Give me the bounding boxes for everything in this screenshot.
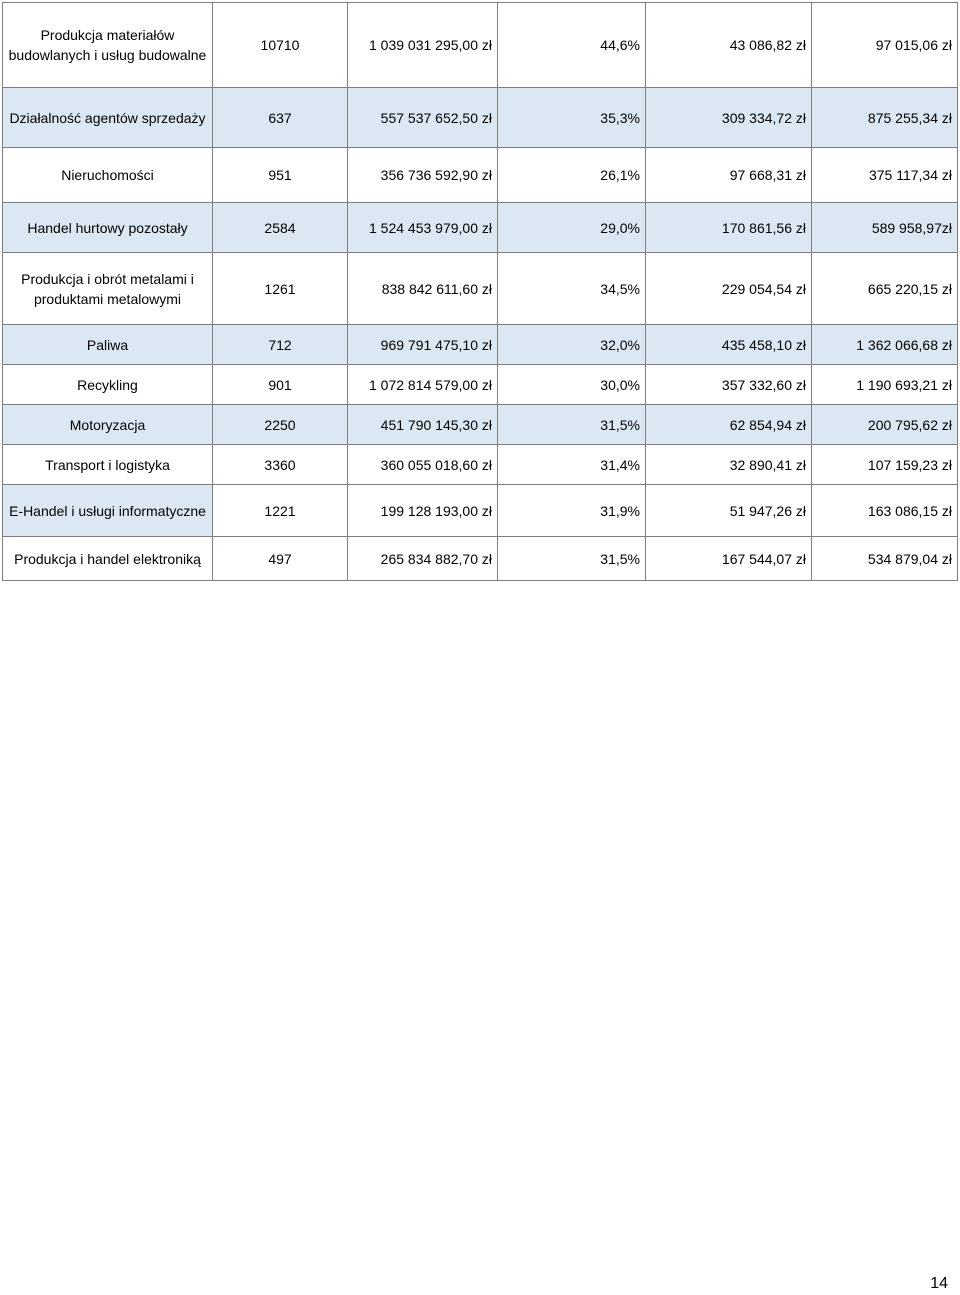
row-count: 10710 xyxy=(213,3,348,88)
table-row xyxy=(3,253,958,325)
row-count: 712 xyxy=(213,325,348,365)
row-average-2: 1 362 066,68 zł xyxy=(812,325,958,365)
row-count: 1261 xyxy=(213,253,348,325)
row-count: 2250 xyxy=(213,405,348,445)
row-percent: 32,0% xyxy=(498,325,646,365)
row-average-1: 170 861,56 zł xyxy=(646,203,812,253)
row-percent: 31,5% xyxy=(498,537,646,581)
row-category: Motoryzacja xyxy=(3,405,213,445)
row-average-2: 589 958,97zł xyxy=(812,203,958,253)
row-amount: 557 537 652,50 zł xyxy=(348,88,498,148)
row-average-2: 665 220,15 zł xyxy=(812,253,958,325)
row-amount: 451 790 145,30 zł xyxy=(348,405,498,445)
page-number: 14 xyxy=(930,1275,948,1292)
row-count: 1221 xyxy=(213,485,348,537)
row-category: Działalność agentów sprzedaży xyxy=(3,88,213,148)
row-average-1: 357 332,60 zł xyxy=(646,365,812,405)
row-count: 637 xyxy=(213,88,348,148)
row-average-1: 435 458,10 zł xyxy=(646,325,812,365)
table-row xyxy=(3,485,958,537)
row-percent: 29,0% xyxy=(498,203,646,253)
row-amount: 356 736 592,90 zł xyxy=(348,148,498,203)
row-average-1: 43 086,82 zł xyxy=(646,3,812,88)
row-amount: 265 834 882,70 zł xyxy=(348,537,498,581)
row-average-2: 1 190 693,21 zł xyxy=(812,365,958,405)
row-average-2: 163 086,15 zł xyxy=(812,485,958,537)
row-percent: 35,3% xyxy=(498,88,646,148)
table-row xyxy=(3,3,958,88)
row-average-2: 107 159,23 zł xyxy=(812,445,958,485)
row-average-1: 62 854,94 zł xyxy=(646,405,812,445)
row-category: Transport i logistyka xyxy=(3,445,213,485)
row-amount: 969 791 475,10 zł xyxy=(348,325,498,365)
row-average-2: 534 879,04 zł xyxy=(812,537,958,581)
row-count: 2584 xyxy=(213,203,348,253)
row-average-1: 32 890,41 zł xyxy=(646,445,812,485)
row-average-1: 97 668,31 zł xyxy=(646,148,812,203)
row-percent: 44,6% xyxy=(498,3,646,88)
row-average-2: 200 795,62 zł xyxy=(812,405,958,445)
table-row xyxy=(3,537,958,581)
row-category: Recykling xyxy=(3,365,213,405)
table-row xyxy=(3,445,958,485)
row-amount: 838 842 611,60 zł xyxy=(348,253,498,325)
row-average-1: 229 054,54 zł xyxy=(646,253,812,325)
table-row xyxy=(3,203,958,253)
table-row xyxy=(3,405,958,445)
table-row xyxy=(3,148,958,203)
row-average-1: 167 544,07 zł xyxy=(646,537,812,581)
row-percent: 26,1% xyxy=(498,148,646,203)
row-category: Nieruchomości xyxy=(3,148,213,203)
row-category: E-Handel i usługi informatyczne xyxy=(3,485,213,537)
row-amount: 199 128 193,00 zł xyxy=(348,485,498,537)
row-average-1: 309 334,72 zł xyxy=(646,88,812,148)
table-row xyxy=(3,88,958,148)
data-table xyxy=(2,2,958,581)
row-category: Produkcja i obrót metalami i produktami metalowymi xyxy=(3,253,213,325)
row-count: 497 xyxy=(213,537,348,581)
table-row xyxy=(3,325,958,365)
row-amount: 1 072 814 579,00 zł xyxy=(348,365,498,405)
row-average-2: 875 255,34 zł xyxy=(812,88,958,148)
row-count: 951 xyxy=(213,148,348,203)
row-amount: 360 055 018,60 zł xyxy=(348,445,498,485)
row-average-2: 97 015,06 zł xyxy=(812,3,958,88)
row-average-1: 51 947,26 zł xyxy=(646,485,812,537)
row-category: Produkcja i handel elektroniką xyxy=(3,537,213,581)
row-percent: 31,4% xyxy=(498,445,646,485)
row-count: 3360 xyxy=(213,445,348,485)
row-percent: 30,0% xyxy=(498,365,646,405)
row-amount: 1 039 031 295,00 zł xyxy=(348,3,498,88)
row-percent: 34,5% xyxy=(498,253,646,325)
row-percent: 31,9% xyxy=(498,485,646,537)
row-category: Produkcja materiałów budowlanych i usług budowalne xyxy=(3,3,213,88)
row-average-2: 375 117,34 zł xyxy=(812,148,958,203)
row-percent: 31,5% xyxy=(498,405,646,445)
table-row xyxy=(3,365,958,405)
row-count: 901 xyxy=(213,365,348,405)
row-category: Handel hurtowy pozostały xyxy=(3,203,213,253)
row-amount: 1 524 453 979,00 zł xyxy=(348,203,498,253)
row-category: Paliwa xyxy=(3,325,213,365)
